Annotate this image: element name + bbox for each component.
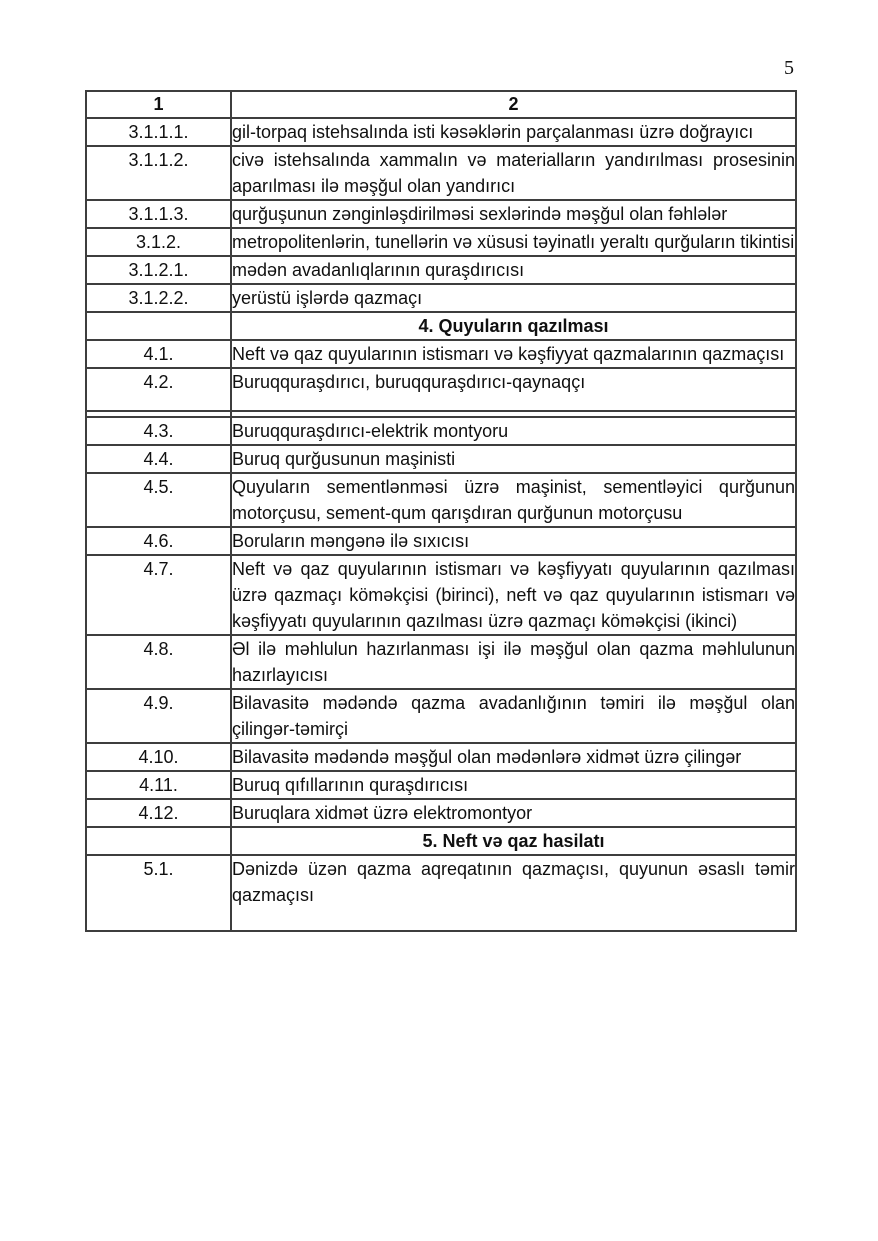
row-text-cell: Buruqlara xidmət üzrə elektromontyor — [231, 799, 796, 827]
section-title-cell: 5. Neft və qaz hasilatı — [231, 827, 796, 855]
row-number-cell: 4.11. — [86, 771, 231, 799]
row-number-cell: 3.1.2.1. — [86, 256, 231, 284]
table-row — [86, 256, 796, 284]
table-row — [86, 340, 796, 368]
row-text-cell: Əl ilə məhlulun hazırlanması işi ilə məşğul olan qazma məhlulunun hazırlayıcısı — [231, 635, 796, 689]
table-row — [86, 284, 796, 312]
row-number-cell: 3.1.2.2. — [86, 284, 231, 312]
table-row — [86, 473, 796, 527]
table-row — [86, 445, 796, 473]
row-text-cell: qurğuşunun zənginləşdirilməsi sexlərində məşğul olan fəhlələr — [231, 200, 796, 228]
section-header-row — [86, 312, 796, 340]
row-number-cell: 5.1. — [86, 855, 231, 931]
row-text-cell: yerüstü işlərdə qazmaçı — [231, 284, 796, 312]
row-number-cell: 4.9. — [86, 689, 231, 743]
row-number-cell: 4.2. — [86, 368, 231, 411]
row-number-cell — [86, 312, 231, 340]
table-row — [86, 228, 796, 256]
table-row — [86, 146, 796, 200]
row-text-cell: Bilavasitə mədəndə qazma avadanlığının təmiri ilə məşğul olan çilingər-təmirçi — [231, 689, 796, 743]
row-text-cell: Buruqquraşdırıcı, buruqquraşdırıcı-qaynaqçı — [231, 368, 796, 411]
table-row — [86, 799, 796, 827]
table-row — [86, 689, 796, 743]
row-number-cell — [86, 827, 231, 855]
table-row — [86, 417, 796, 445]
table-row — [86, 527, 796, 555]
table-row — [86, 855, 796, 931]
row-text-cell: mədən avadanlıqlarının quraşdırıcısı — [231, 256, 796, 284]
page-number: 5 — [784, 57, 794, 79]
row-text-cell: gil-torpaq istehsalında isti kəsəklərin parçalanması üzrə doğrayıcı — [231, 118, 796, 146]
table-row — [86, 635, 796, 689]
row-number-cell: 4.1. — [86, 340, 231, 368]
row-number-cell: 4.12. — [86, 799, 231, 827]
table-row — [86, 200, 796, 228]
row-number-cell: 4.6. — [86, 527, 231, 555]
table-row — [86, 368, 796, 411]
table-row — [86, 771, 796, 799]
row-number-cell: 4.8. — [86, 635, 231, 689]
row-text-cell: civə istehsalında xammalın və materialların yandırılması prosesinin aparılması ilə məşğul olan yandırıcı — [231, 146, 796, 200]
table-row — [86, 743, 796, 771]
column-header-1: 1 — [86, 91, 231, 118]
row-text-cell: Buruq qıfıllarının quraşdırıcısı — [231, 771, 796, 799]
row-text-cell: Quyuların sementlənməsi üzrə maşinist, sementləyici qurğunun motorçusu, sement-qum qarışdıran qurğunun motorçusu — [231, 473, 796, 527]
row-text-cell: Boruların məngənə ilə sıxıcısı — [231, 527, 796, 555]
table-row — [86, 555, 796, 635]
row-text-cell: Dənizdə üzən qazma aqreqatının qazmaçısı, quyunun əsaslı təmir qazmaçısı — [231, 855, 796, 931]
row-number-cell: 4.4. — [86, 445, 231, 473]
table-header-row — [86, 91, 796, 118]
row-text-cell: Neft və qaz quyularının istismarı və kəşfiyyatı quyularının qazılması üzrə qazmaçı köməkçisi (birinci), neft və qaz quyularının istismarı və kəşfiyyatı quyularının qazılması üzrə qazmaçı köməkçisi (ikinci) — [231, 555, 796, 635]
row-number-cell: 4.5. — [86, 473, 231, 527]
section-title-cell: 4. Quyuların qazılması — [231, 312, 796, 340]
row-number-cell: 3.1.1.1. — [86, 118, 231, 146]
row-text-cell: Neft və qaz quyularının istismarı və kəşfiyyat qazmalarının qazmaçısı — [231, 340, 796, 368]
row-number-cell: 4.3. — [86, 417, 231, 445]
row-number-cell: 3.1.1.2. — [86, 146, 231, 200]
table-row — [86, 118, 796, 146]
row-number-cell: 3.1.2. — [86, 228, 231, 256]
row-number-cell: 4.10. — [86, 743, 231, 771]
row-text-cell: Bilavasitə mədəndə məşğul olan mədənlərə xidmət üzrə çilingər — [231, 743, 796, 771]
row-text-cell: Buruq qurğusunun maşinisti — [231, 445, 796, 473]
table-body — [86, 91, 796, 931]
column-header-2: 2 — [231, 91, 796, 118]
row-number-cell: 3.1.1.3. — [86, 200, 231, 228]
row-text-cell: Buruqquraşdırıcı-elektrik montyoru — [231, 417, 796, 445]
occupations-table — [85, 90, 797, 932]
row-number-cell: 4.7. — [86, 555, 231, 635]
section-header-row — [86, 827, 796, 855]
row-text-cell: metropolitenlərin, tunellərin və xüsusi təyinatlı yeraltı qurğuların tikintisi — [231, 228, 796, 256]
